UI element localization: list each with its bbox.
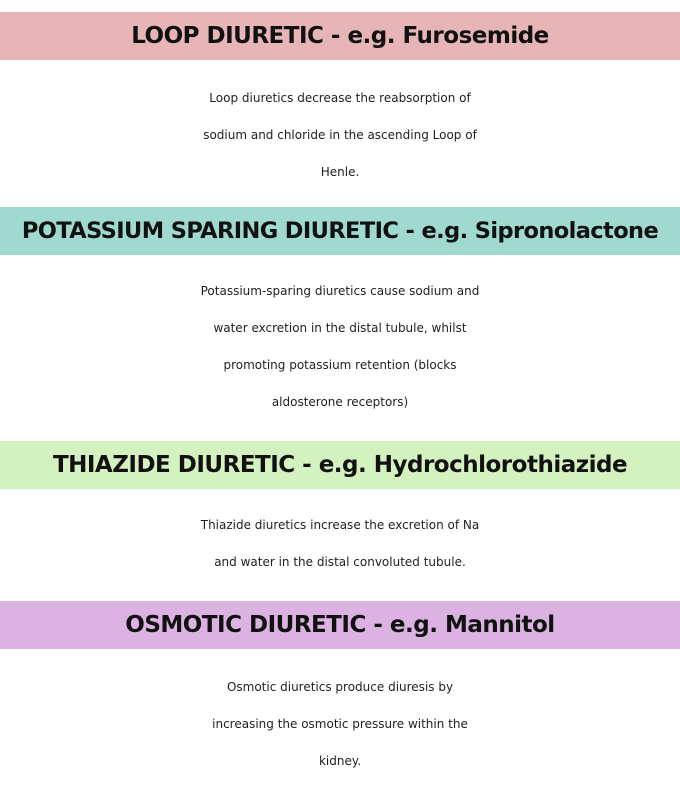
description-line: Potassium-sparing diuretics cause sodium and <box>200 284 480 298</box>
loop-diuretic-description <box>0 80 680 191</box>
potassium-sparing-diuretic-description <box>0 273 680 421</box>
osmotic-diuretic-title: OSMOTIC DIURETIC - e.g. Mannitol <box>125 612 555 638</box>
description-line: Henle. <box>320 165 360 179</box>
description-line: sodium and chloride in the ascending Loop of <box>203 128 477 142</box>
description-line: aldosterone receptors) <box>271 395 409 409</box>
description-line: Osmotic diuretics produce diuresis by <box>226 680 454 694</box>
potassium-sparing-diuretic-header <box>0 207 680 255</box>
loop-diuretic-header <box>0 12 680 60</box>
thiazide-diuretic-header <box>0 441 680 489</box>
description-line: and water in the distal convoluted tubule. <box>214 555 466 569</box>
description-line: increasing the osmotic pressure within the <box>212 717 468 731</box>
thiazide-diuretic-description <box>0 507 680 581</box>
osmotic-diuretic-header <box>0 601 680 649</box>
thiazide-diuretic-title: THIAZIDE DIURETIC - e.g. Hydrochlorothiazide <box>52 452 628 478</box>
potassium-sparing-diuretic-title: POTASSIUM SPARING DIURETIC - e.g. Sipronolactone <box>21 218 659 244</box>
description-line: Loop diuretics decrease the reabsorption of <box>209 91 471 105</box>
osmotic-diuretic-description <box>0 669 680 780</box>
description-line: kidney. <box>318 754 362 768</box>
loop-diuretic-title: LOOP DIURETIC - e.g. Furosemide <box>131 23 549 49</box>
description-line: Thiazide diuretics increase the excretion of Na <box>200 518 480 532</box>
description-line: water excretion in the distal tubule, whilst <box>213 321 467 335</box>
description-line: promoting potassium retention (blocks <box>223 358 457 372</box>
